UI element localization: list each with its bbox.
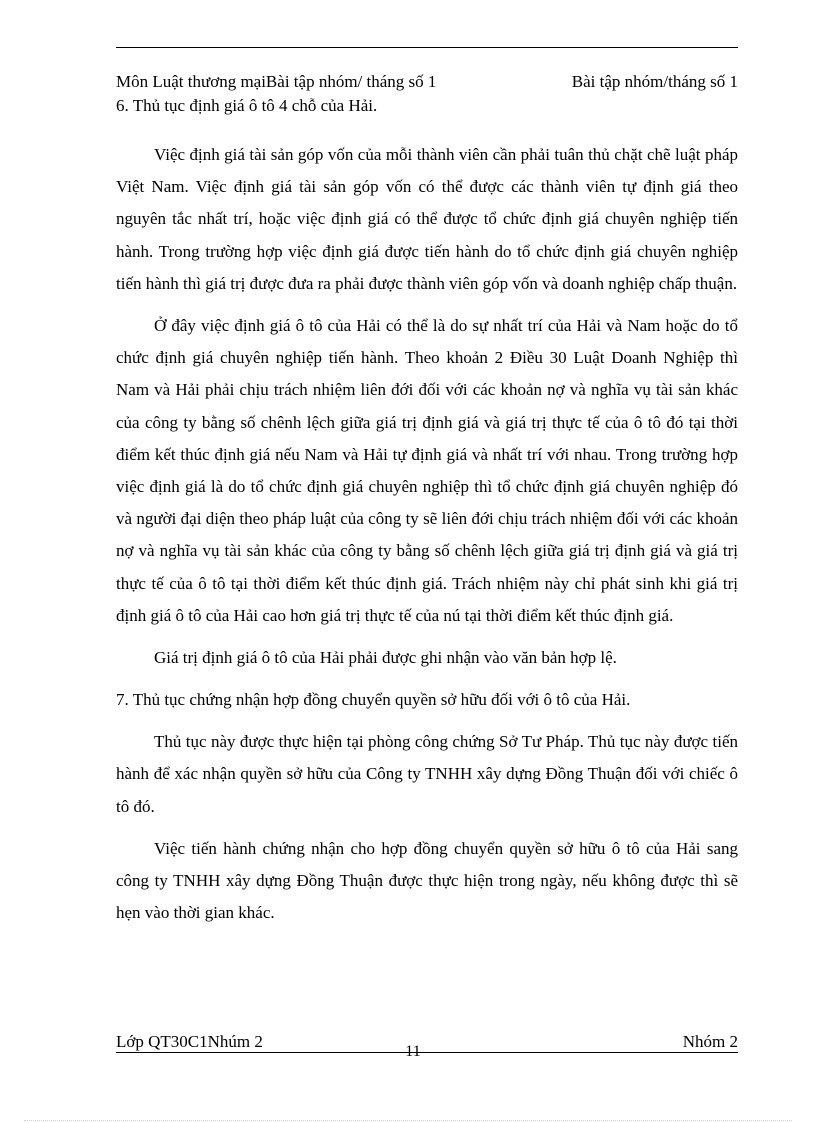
header-right-text: Bài tập nhóm/tháng số 1 [571,72,738,91]
footer-left-text: Lớp QT30C1Nhúm 2 [116,1032,263,1051]
page-edge-divider [24,1120,792,1121]
document-body [116,93,738,929]
section-7-heading: 7. Thủ tục chứng nhận hợp đồng chuyển quyền sở hữu đối với ô tô của Hải. [116,690,631,710]
header-rule [116,47,738,48]
section-7-paragraph-1: Thủ tục này được thực hiện tại phòng công chứng Sở Tư Pháp. Thủ tục này được tiến hành để xác nhận quyền sở hữu của Công ty TNHH xây dựng Đồng Thuận đối với chiếc ô tô đó. [116,732,738,816]
page-number: 11 [405,1043,421,1060]
section-6-paragraph-1: Việc định giá tài sản góp vốn của mỗi thành viên cần phải tuân thủ chặt chẽ luật pháp Việt Nam. Việc định giá tài sản góp vốn có thể được các thành viên tự định giá theo nguyên tắc nhất trí, hoặc việc định giá có thể được tổ chức định giá chuyên nghiệp tiến hành. Trong trường hợp việc định giá được tiến hành do tổ chức định giá chuyên nghiệp tiến hành thì giá trị được đưa ra phải được thành viên góp vốn và doanh nghiệp chấp thuận. [116,145,738,293]
footer-right-text: Nhóm 2 [682,1032,738,1051]
section-7-paragraph-2: Việc tiến hành chứng nhận cho hợp đồng chuyển quyền sở hữu ô tô của Hải sang công ty TNHH xây dựng Đồng Thuận được thực hiện trong ngày, nếu không được thì sẽ hẹn vào thời gian khác. [116,838,738,923]
header-left-text: Môn Luật thương mạiBài tập nhóm/ tháng số 1 [116,72,437,91]
section-6-heading: 6. Thủ tục định giá ô tô 4 chỗ của Hải. [116,96,378,115]
section-6-paragraph-2: Ở đây việc định giá ô tô của Hải có thể là do sự nhất trí của Hải và Nam hoặc do tổ chức định giá chuyên nghiệp tiến hành. Theo khoản 2 Điều 30 Luật Doanh Nghiệp thì Nam và Hải phải chịu trách nhiệm liên đới đối với các khoản nợ và nghĩa vụ tài sản khác của công ty bằng số chênh lệch giữa giá trị định giá và giá trị thực tế của ô tô đó tại thời điểm kết thúc định giá nếu Nam và Hải tự định giá và nhất trí với nhau. Trong trường hợp việc định giá là do tổ chức định giá chuyên nghiệp thì tổ chức định giá chuyên nghiệp đó và người đại diện theo pháp luật của công ty sẽ liên đới chịu trách nhiệm đối với các khoản nợ và nghĩa vụ tài sản khác của công ty bằng số chênh lệch giữa giá trị định giá và giá trị thực tế của ô tô tại thời điểm kết thúc định giá. Trách nhiệm này chỉ phát sinh khi giá trị định giá ô tô của Hải cao hơn giá trị thực tế của nú tại thời điểm kết thúc định giá. [116,316,738,625]
page-header [116,70,738,94]
section-6-paragraph-3: Giá trị định giá ô tô của Hải phải được ghi nhận vào văn bản hợp lệ. [154,648,617,668]
